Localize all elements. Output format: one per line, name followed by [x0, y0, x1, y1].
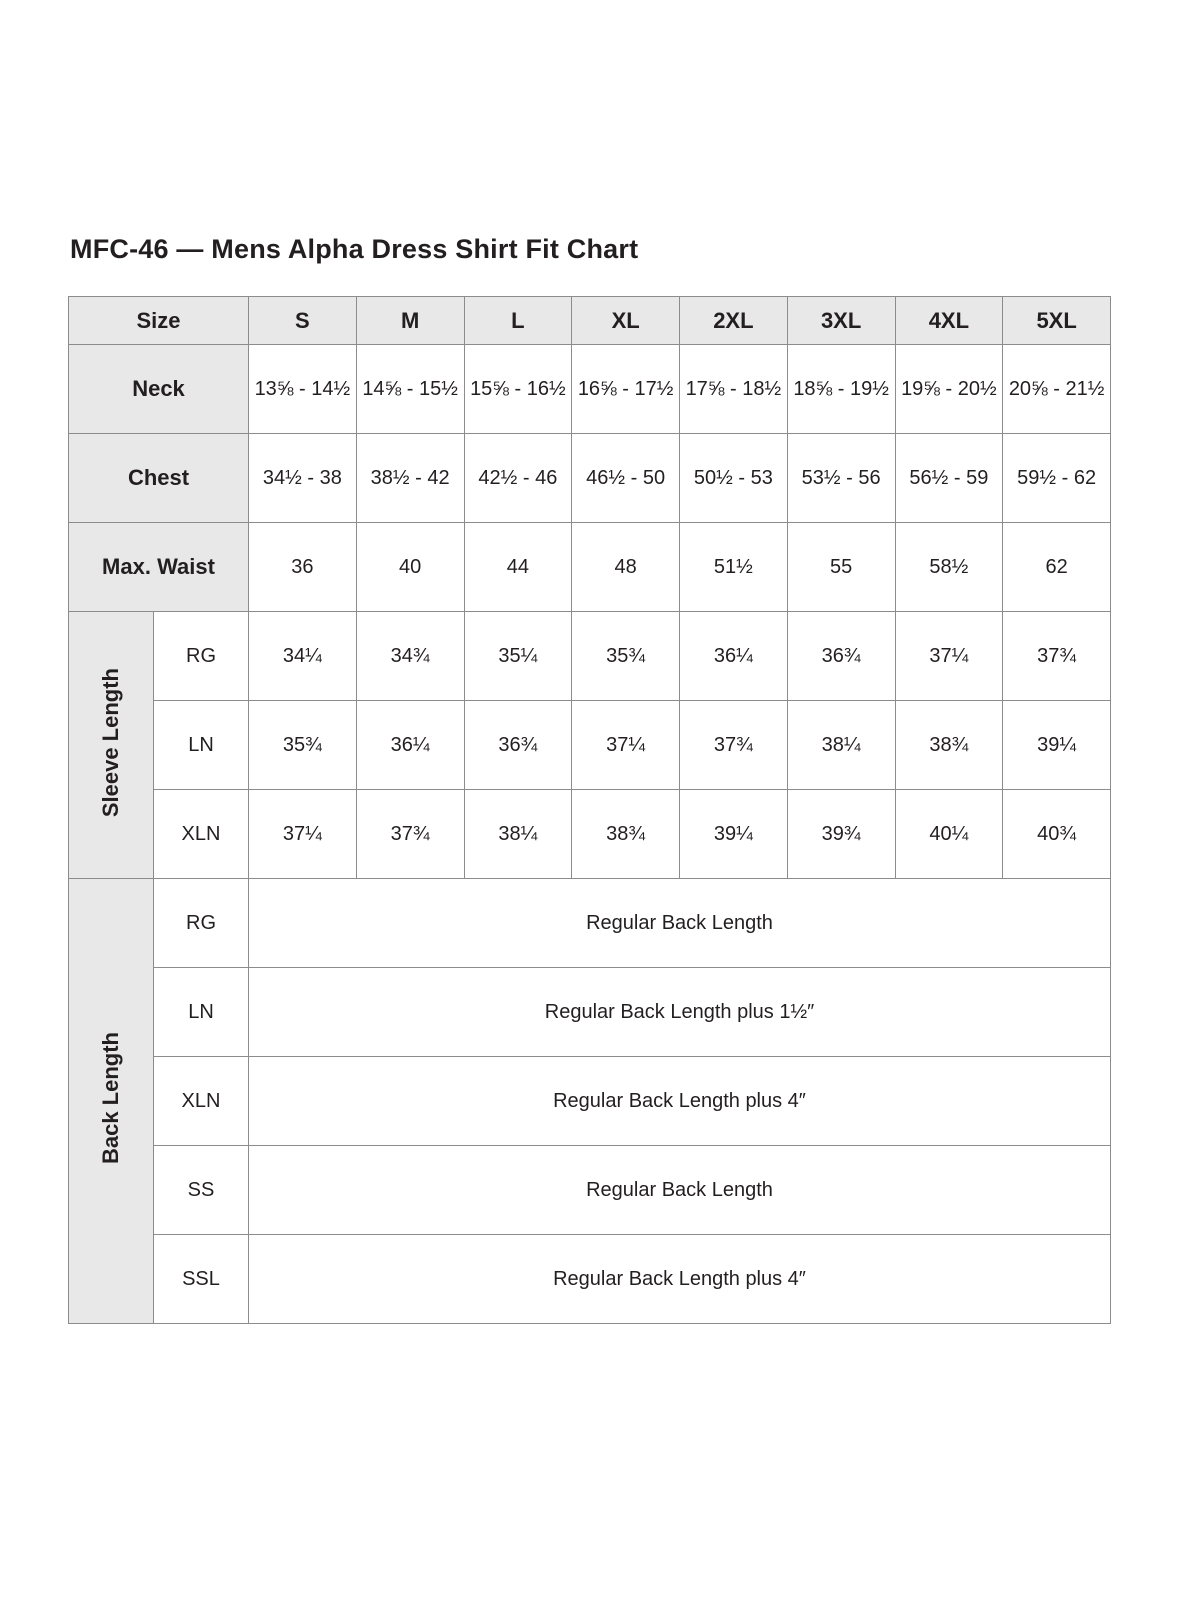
back-ln-value: Regular Back Length plus 1½″	[249, 968, 1111, 1057]
sleeve-rg-row	[69, 612, 1111, 701]
waist-cell: 48	[572, 523, 680, 612]
waist-cell: 62	[1003, 523, 1111, 612]
sleeve-ln-cell: 35¾	[249, 701, 357, 790]
chest-cell: 42½ - 46	[464, 434, 572, 523]
chest-cell: 50½ - 53	[680, 434, 788, 523]
sleeve-rg-cell: 37¾	[1003, 612, 1111, 701]
neck-cell: 17⅝ - 18½	[680, 345, 788, 434]
waist-cell: 51½	[680, 523, 788, 612]
back-ssl-row	[69, 1235, 1111, 1324]
sleeve-ln-cell: 38¼	[787, 701, 895, 790]
neck-cell: 15⅝ - 16½	[464, 345, 572, 434]
sleeve-ln-cell: 39¼	[1003, 701, 1111, 790]
back-ss-row	[69, 1146, 1111, 1235]
back-xln-value: Regular Back Length plus 4″	[249, 1057, 1111, 1146]
sleeve-ln-cell: 37¾	[680, 701, 788, 790]
sleeve-rg-cell: 36¼	[680, 612, 788, 701]
chest-row	[69, 434, 1111, 523]
sleeve-xln-row	[69, 790, 1111, 879]
neck-cell: 20⅝ - 21½	[1003, 345, 1111, 434]
fit-chart-table	[68, 296, 1111, 1324]
back-variant-label: RG	[154, 879, 249, 968]
back-variant-label: SS	[154, 1146, 249, 1235]
neck-cell: 14⅝ - 15½	[356, 345, 464, 434]
back-ss-value: Regular Back Length	[249, 1146, 1111, 1235]
neck-cell: 19⅝ - 20½	[895, 345, 1003, 434]
back-ssl-value: Regular Back Length plus 4″	[249, 1235, 1111, 1324]
waist-cell: 40	[356, 523, 464, 612]
sleeve-rg-cell: 34¼	[249, 612, 357, 701]
sleeve-xln-cell: 38¼	[464, 790, 572, 879]
neck-cell: 16⅝ - 17½	[572, 345, 680, 434]
back-rg-row	[69, 879, 1111, 968]
chest-cell: 34½ - 38	[249, 434, 357, 523]
size-col-header: 4XL	[895, 297, 1003, 345]
waist-cell: 55	[787, 523, 895, 612]
chest-cell: 53½ - 56	[787, 434, 895, 523]
neck-label: Neck	[69, 345, 249, 434]
waist-cell: 36	[249, 523, 357, 612]
sleeve-rg-cell: 34¾	[356, 612, 464, 701]
back-xln-row	[69, 1057, 1111, 1146]
header-row	[69, 297, 1111, 345]
sleeve-variant-label: RG	[154, 612, 249, 701]
sleeve-rg-cell: 35¾	[572, 612, 680, 701]
size-col-header: 2XL	[680, 297, 788, 345]
back-variant-label: XLN	[154, 1057, 249, 1146]
sleeve-rg-cell: 36¾	[787, 612, 895, 701]
sleeve-rg-cell: 35¼	[464, 612, 572, 701]
sleeve-xln-cell: 39¾	[787, 790, 895, 879]
sleeve-variant-label: XLN	[154, 790, 249, 879]
sleeve-variant-label: LN	[154, 701, 249, 790]
size-col-header: M	[356, 297, 464, 345]
chest-cell: 56½ - 59	[895, 434, 1003, 523]
sleeve-length-label-cell	[69, 612, 154, 879]
neck-cell: 13⅝ - 14½	[249, 345, 357, 434]
sleeve-xln-cell: 40¼	[895, 790, 1003, 879]
size-col-header: XL	[572, 297, 680, 345]
size-col-header: 3XL	[787, 297, 895, 345]
sleeve-ln-row	[69, 701, 1111, 790]
sleeve-length-label: Sleeve Length	[98, 667, 123, 818]
size-header-cell: Size	[69, 297, 249, 345]
size-col-header: S	[249, 297, 357, 345]
back-variant-label: SSL	[154, 1235, 249, 1324]
chest-cell: 59½ - 62	[1003, 434, 1111, 523]
neck-cell: 18⅝ - 19½	[787, 345, 895, 434]
size-col-header: 5XL	[1003, 297, 1111, 345]
back-variant-label: LN	[154, 968, 249, 1057]
chest-cell: 46½ - 50	[572, 434, 680, 523]
sleeve-xln-cell: 37¾	[356, 790, 464, 879]
back-ln-row	[69, 968, 1111, 1057]
back-length-label-cell	[69, 879, 154, 1324]
waist-cell: 58½	[895, 523, 1003, 612]
sleeve-ln-cell: 37¼	[572, 701, 680, 790]
sleeve-ln-cell: 38¾	[895, 701, 1003, 790]
page-title: MFC-46 — Mens Alpha Dress Shirt Fit Chart	[70, 234, 639, 264]
waist-row	[69, 523, 1111, 612]
waist-label: Max. Waist	[69, 523, 249, 612]
sleeve-rg-cell: 37¼	[895, 612, 1003, 701]
neck-row	[69, 345, 1111, 434]
waist-cell: 44	[464, 523, 572, 612]
chest-cell: 38½ - 42	[356, 434, 464, 523]
size-col-header: L	[464, 297, 572, 345]
sleeve-xln-cell: 39¼	[680, 790, 788, 879]
sleeve-xln-cell: 37¼	[249, 790, 357, 879]
sleeve-xln-cell: 40¾	[1003, 790, 1111, 879]
sleeve-xln-cell: 38¾	[572, 790, 680, 879]
sleeve-ln-cell: 36¾	[464, 701, 572, 790]
sleeve-ln-cell: 36¼	[356, 701, 464, 790]
back-rg-value: Regular Back Length	[249, 879, 1111, 968]
back-length-label: Back Length	[98, 1032, 123, 1165]
chest-label: Chest	[69, 434, 249, 523]
